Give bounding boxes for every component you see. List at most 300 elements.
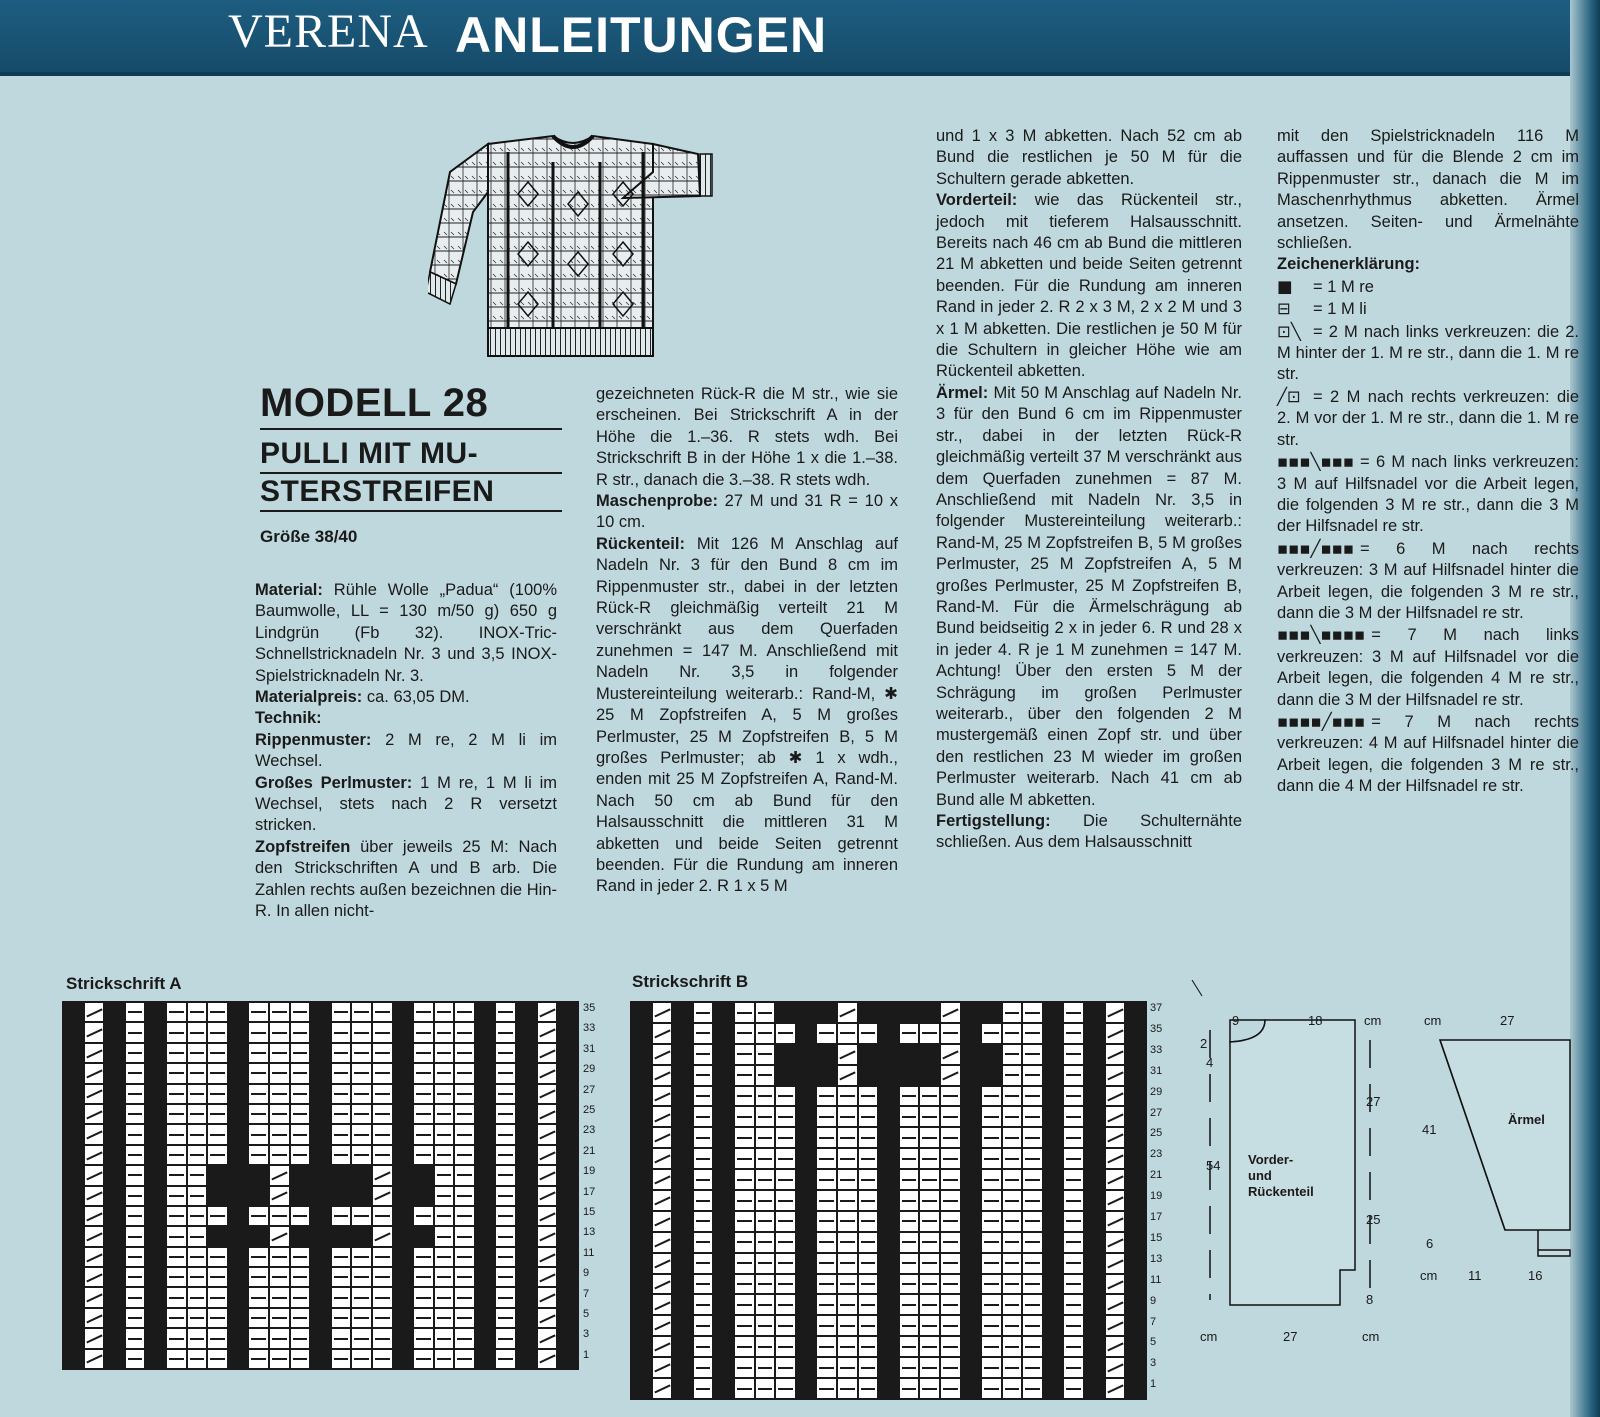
chart-cell [517,1105,536,1123]
chart-cell [146,1227,165,1245]
chart-cell [146,1003,165,1021]
chart-cell [496,1105,515,1123]
chart-cell [694,1045,713,1064]
chart-cell [714,1170,733,1189]
chart-cell [373,1023,392,1041]
chart-cell [673,1149,692,1168]
chart-cell [496,1350,515,1368]
chart-cell [735,1024,754,1043]
chart-cell [558,1064,577,1082]
chart-cell [311,1085,330,1103]
chart-cell [1044,1254,1063,1273]
chart-cell [126,1064,145,1082]
chart-cell [373,1268,392,1286]
chart-cell [879,1066,898,1085]
chart-cell [714,1212,733,1231]
body-dim-right-8: 8 [1366,1292,1374,1307]
chart-cell [776,1275,795,1294]
chart-cell [673,1128,692,1147]
chart-cell [455,1309,474,1327]
chart-cell [352,1309,371,1327]
chart-cell [270,1023,289,1041]
chart-cell [476,1227,495,1245]
chart-cell [838,1087,857,1106]
chart-cell [538,1044,557,1062]
chart-cell [352,1350,371,1368]
chart-cell [632,1358,651,1377]
legend-text: = 7 M nach links verkreuzen: 3 M auf Hilfsnadel vor die Arbeit legen, die folgenden 4 M re str., dann die 3 M der Hilfsnadel re str. [1277,626,1579,709]
chart-cell [838,1233,857,1252]
chart-cell [188,1023,207,1041]
chart-cell [167,1023,186,1041]
col3-paragraph-text: und 1 x 3 M abketten. Nach 52 cm ab Bund die restlichen je 50 M für die Schultern gerade abketten. [936,127,1242,188]
chart-cell [1085,1212,1104,1231]
chart-cell [188,1309,207,1327]
legend-text: = 7 M nach rechts verkreuzen: 4 M auf Hilfsnadel hinter die Arbeit legen, die folgenden 3 M re str., dann die 4 M der Hilfsnadel re str. [1277,712,1579,796]
chart-b-grid [630,1001,1147,1400]
chart-row-number: 31 [583,1042,596,1055]
chart-cell [558,1309,577,1327]
chart-cell [735,1295,754,1314]
chart-cell [1106,1087,1125,1106]
col2-paragraph-label: Maschenprobe: [596,492,718,511]
chart-cell [962,1149,981,1168]
chart-cell [1044,1379,1063,1398]
chart-cell [962,1191,981,1210]
chart-cell [1126,1212,1145,1231]
chart-cell [270,1227,289,1245]
col3-paragraph [936,190,1242,383]
sleeve-dim-bottom-11: 11 [1468,1268,1482,1283]
chart-cell [311,1105,330,1123]
legend-text: = 6 M nach links verkreuzen: 3 M auf Hilfsnadel vor die Arbeit legen, die folgenden 3 M re str., dann die 3 M der Hilfsnadel re str. [1277,453,1579,536]
chart-cell [1003,1087,1022,1106]
chart-cell [653,1024,672,1043]
chart-cell [455,1187,474,1205]
chart-cell [962,1045,981,1064]
chart-cell [632,1024,651,1043]
chart-cell [496,1023,515,1041]
chart-cell [673,1066,692,1085]
chart-cell [64,1187,83,1205]
chart-cell [476,1125,495,1143]
chart-cell [941,1191,960,1210]
chart-cell [694,1191,713,1210]
chart-cell [735,1379,754,1398]
chart-cell [920,1128,939,1147]
chart-cell [776,1358,795,1377]
chart-cell [311,1227,330,1245]
chart-cell [1085,1087,1104,1106]
chart-cell [1064,1212,1083,1231]
chart-cell [1106,1149,1125,1168]
chart-cell [229,1023,248,1041]
chart-cell [962,1087,981,1106]
sleeve-dim-top-27: 27 [1500,1013,1515,1028]
chart-cell [756,1379,775,1398]
chart-cell [229,1187,248,1205]
chart-cell [735,1254,754,1273]
chart-cell [291,1085,310,1103]
chart-cell [167,1085,186,1103]
chart-cell [208,1125,227,1143]
chart-cell [797,1254,816,1273]
chart-cell [126,1350,145,1368]
chart-cell [756,1233,775,1252]
chart-cell [352,1105,371,1123]
chart-cell [673,1045,692,1064]
chart-row-number: 21 [1150,1169,1163,1182]
col1-paragraph-label: Zopfstreifen [255,837,351,856]
legend-item [1277,321,1579,386]
chart-cell [455,1227,474,1245]
chart-cell [558,1044,577,1062]
col2-paragraph-text: Mit 126 M Anschlag auf Nadeln Nr. 3 für den Bund 8 cm im Rippenmuster str., dabei in der letzten Rück-R gleichmäßig verteilt 21 M verschränkt aus dem Querfaden zunehmen = 147 M. Anschließend mit Nadeln Nr. 3,5 in folgender Mustereinteilung weiterarb.: Rand-M, ✱ 25 M Zopfstreifen A, 5 M großes Perlmuster, 25 M Zopfstreifen B, 5 M großes Perlmuster; ab ✱ 1 x wdh., enden mit 25 M Zopfstreifen A, Rand-M. Nach 50 cm ab Bund für den Halsausschnitt die mittleren 31 M abketten und beide Seiten getrennt beenden. Für die Rundung am inneren Rand in jeder 2. R 1 x 5 M [596,534,898,896]
chart-cell [1064,1003,1083,1022]
chart-cell [756,1191,775,1210]
legend-symbol-icon: ▪▪▪▪╱▪▪▪ [1277,711,1366,731]
chart-cell [714,1275,733,1294]
body-dim-left-54: 54 [1206,1158,1221,1173]
chart-cell [270,1044,289,1062]
chart-cell [632,1233,651,1252]
chart-cell [1044,1316,1063,1335]
legend-text: = 1 M re [1313,277,1374,296]
col1-paragraph [255,580,557,687]
col1-paragraph [255,708,557,729]
chart-cell [920,1316,939,1335]
chart-cell [270,1288,289,1306]
chart-cell [229,1105,248,1123]
chart-cell [208,1146,227,1164]
body-dim-right-25: 25 [1366,1212,1381,1227]
chart-cell [838,1337,857,1356]
chart-cell [538,1125,557,1143]
chart-cell [817,1337,836,1356]
chart-cell [776,1003,795,1022]
chart-cell [817,1087,836,1106]
chart-cell [476,1003,495,1021]
chart-cell [632,1128,651,1147]
chart-cell [1126,1233,1145,1252]
chart-cell [435,1350,454,1368]
chart-cell [394,1085,413,1103]
chart-cell [311,1187,330,1205]
chart-cell [879,1191,898,1210]
chart-cell [859,1337,878,1356]
chart-cell [476,1187,495,1205]
chart-cell [920,1275,939,1294]
chart-cell [414,1105,433,1123]
chart-cell [1023,1128,1042,1147]
chart-cell [517,1044,536,1062]
chart-cell [208,1309,227,1327]
col2-paragraph [596,534,898,898]
chart-cell [249,1329,268,1347]
chart-cell [517,1207,536,1225]
chart-cell [941,1149,960,1168]
chart-cell [1106,1045,1125,1064]
chart-cell [558,1187,577,1205]
chart-cell [414,1309,433,1327]
chart-cell [311,1268,330,1286]
chart-cell [632,1254,651,1273]
col3-paragraph [936,811,1242,854]
chart-cell [900,1379,919,1398]
chart-cell [229,1329,248,1347]
chart-cell [859,1128,878,1147]
chart-cell [941,1358,960,1377]
chart-cell [455,1268,474,1286]
chart-cell [229,1227,248,1245]
chart-cell [208,1166,227,1184]
chart-cell [714,1107,733,1126]
model-title [260,436,562,512]
chart-cell [1085,1275,1104,1294]
chart-cell [859,1295,878,1314]
chart-cell [352,1187,371,1205]
chart-cell [714,1045,733,1064]
chart-cell [879,1233,898,1252]
chart-cell [838,1045,857,1064]
sleeve-piece-label: Ärmel [1508,1112,1545,1127]
chart-cell [1064,1170,1083,1189]
chart-cell [105,1044,124,1062]
chart-cell [146,1125,165,1143]
chart-cell [270,1064,289,1082]
chart-cell [126,1105,145,1123]
chart-cell [167,1329,186,1347]
chart-cell [653,1337,672,1356]
col1-paragraph-text: über jeweils 25 M: Nach den Strickschriften A und B arb. Die Zahlen rechts außen bezeichnen die Hin-R. In allen nicht- [255,837,557,921]
chart-cell [208,1350,227,1368]
chart-cell [352,1146,371,1164]
chart-cell [797,1149,816,1168]
chart-cell [632,1379,651,1398]
chart-cell [900,1003,919,1022]
chart-cell [859,1233,878,1252]
chart-cell [653,1254,672,1273]
model-number: MODELL 28 [260,381,562,430]
chart-cell [982,1045,1001,1064]
chart-cell [558,1023,577,1041]
chart-cell [476,1166,495,1184]
chart-cell [776,1379,795,1398]
instructions-column-1 [255,580,557,923]
chart-cell [455,1288,474,1306]
chart-cell [1064,1254,1083,1273]
chart-cell [859,1003,878,1022]
sweater-illustration [428,132,713,362]
chart-cell [455,1044,474,1062]
chart-cell [208,1207,227,1225]
chart-cell [694,1024,713,1043]
chart-cell [435,1125,454,1143]
chart-cell [352,1166,371,1184]
chart-cell [1003,1003,1022,1022]
chart-cell [797,1233,816,1252]
chart-cell [1085,1024,1104,1043]
chart-cell [1064,1358,1083,1377]
chart-cell [817,1212,836,1231]
chart-cell [558,1207,577,1225]
chart-cell [776,1191,795,1210]
chart-cell [797,1045,816,1064]
chart-cell [879,1128,898,1147]
chart-cell [756,1337,775,1356]
chart-cell [714,1087,733,1106]
chart-cell [249,1288,268,1306]
chart-cell [776,1066,795,1085]
chart-cell [920,1087,939,1106]
chart-cell [105,1288,124,1306]
chart-cell [332,1085,351,1103]
col3-paragraph-label: Vorderteil: [936,191,1018,210]
chart-cell [632,1066,651,1085]
chart-cell [394,1227,413,1245]
chart-row-number: 31 [1150,1064,1163,1077]
chart-cell [249,1268,268,1286]
chart-cell [476,1207,495,1225]
chart-cell [291,1146,310,1164]
chart-cell [1064,1316,1083,1335]
chart-cell [941,1045,960,1064]
chart-row-number: 23 [1150,1148,1163,1161]
chart-cell [859,1191,878,1210]
chart-cell [694,1337,713,1356]
chart-cell [394,1146,413,1164]
chart-cell [920,1045,939,1064]
chart-cell [653,1170,672,1189]
chart-cell [776,1233,795,1252]
chart-cell [496,1227,515,1245]
chart-cell [756,1358,775,1377]
chart-cell [455,1085,474,1103]
chart-cell [352,1329,371,1347]
chart-cell [1126,1128,1145,1147]
chart-cell [838,1212,857,1231]
chart-cell [167,1003,186,1021]
chart-cell [455,1023,474,1041]
chart-row-number: 7 [1150,1315,1157,1328]
chart-cell [64,1329,83,1347]
chart-cell [435,1003,454,1021]
chart-cell [291,1125,310,1143]
chart-cell [1003,1149,1022,1168]
chart-cell [920,1191,939,1210]
chart-cell [64,1350,83,1368]
chart-cell [126,1329,145,1347]
chart-row-number: 33 [1150,1043,1163,1056]
chart-cell [229,1268,248,1286]
chart-cell [352,1207,371,1225]
chart-cell [311,1329,330,1347]
chart-cell [291,1064,310,1082]
chart-cell [188,1350,207,1368]
chart-cell [126,1288,145,1306]
finishing-continued: mit den Spielstricknadeln 116 M auffassen und für die Blende 2 cm im Rippenmuster str., danach die M im Maschenrhythmus abketten. Ärmel ansetzen. Seiten- und Ärmelnähte schließen. [1277,127,1579,253]
chart-cell [146,1105,165,1123]
chart-cell [735,1149,754,1168]
chart-cell [859,1358,878,1377]
legend-symbol-icon: ▪▪▪╱▪▪▪ [1277,538,1355,558]
chart-cell [694,1233,713,1252]
chart-cell [1085,1191,1104,1210]
chart-cell [249,1309,268,1327]
chart-cell [188,1207,207,1225]
legend-item [1277,276,1579,298]
chart-cell [496,1248,515,1266]
chart-cell [270,1105,289,1123]
chart-cell [414,1064,433,1082]
chart-cell [941,1128,960,1147]
chart-cell [373,1105,392,1123]
chart-cell [538,1350,557,1368]
chart-cell [735,1212,754,1231]
chart-cell [105,1350,124,1368]
chart-cell [817,1066,836,1085]
chart-a-row-numbers [583,1001,603,1371]
chart-cell [859,1087,878,1106]
chart-cell [1044,1170,1063,1189]
chart-cell [756,1128,775,1147]
chart-cell [941,1170,960,1189]
chart-cell [414,1044,433,1062]
chart-cell [1003,1275,1022,1294]
chart-cell [735,1337,754,1356]
chart-cell [332,1268,351,1286]
chart-cell [1044,1024,1063,1043]
chart-cell [1044,1233,1063,1252]
chart-cell [188,1003,207,1021]
chart-cell [776,1107,795,1126]
chart-cell [694,1128,713,1147]
chart-cell [962,1066,981,1085]
chart-cell [817,1254,836,1273]
chart-cell [126,1207,145,1225]
chart-cell [455,1248,474,1266]
chart-cell [414,1227,433,1245]
chart-cell [558,1105,577,1123]
chart-cell [714,1149,733,1168]
chart-cell [962,1295,981,1314]
chart-cell [270,1125,289,1143]
chart-cell [920,1107,939,1126]
chart-cell [653,1212,672,1231]
chart-cell [797,1128,816,1147]
chart-cell [435,1166,454,1184]
chart-cell [311,1166,330,1184]
chart-cell [126,1085,145,1103]
chart-cell [538,1227,557,1245]
col1-paragraph-label: Großes Perlmuster: [255,773,413,792]
chart-cell [85,1187,104,1205]
chart-cell [735,1233,754,1252]
col2-paragraph [596,491,898,534]
section-title: ANLEITUNGEN [455,7,828,63]
chart-cell [188,1125,207,1143]
chart-cell [694,1066,713,1085]
chart-cell [188,1064,207,1082]
chart-b-row-numbers [1150,1001,1170,1401]
legend-item [1277,451,1579,538]
chart-cell [900,1107,919,1126]
chart-cell [632,1316,651,1335]
chart-cell [1126,1358,1145,1377]
chart-cell [146,1309,165,1327]
chart-cell [126,1125,145,1143]
instructions-column-2 [596,384,898,898]
